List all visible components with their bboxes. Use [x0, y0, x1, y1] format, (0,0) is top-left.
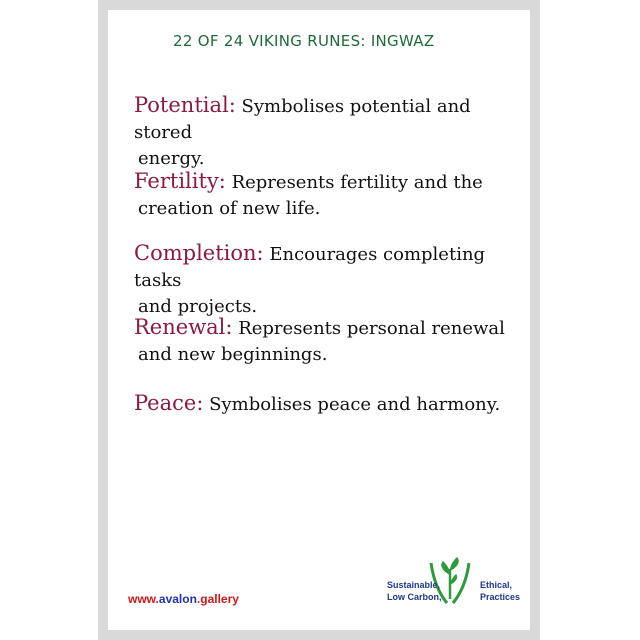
card-title: 22 OF 24 VIKING RUNES: INGWAZ	[173, 32, 435, 50]
entry-renewal	[134, 314, 514, 368]
url-brand: avalon	[158, 592, 197, 606]
entry-text-continued: and projects.	[138, 296, 258, 317]
entry-text-continued: and new beginnings.	[138, 344, 328, 365]
entry-fertility	[134, 168, 514, 222]
logo-text: Practices	[480, 592, 521, 602]
sustainability-logo	[385, 555, 525, 607]
logo-text: Low Carbon,	[387, 592, 442, 602]
term-label: Fertility:	[134, 169, 226, 193]
entry-text: Encourages completing tasks	[134, 244, 486, 291]
term-label: Peace:	[134, 391, 204, 415]
url-suffix: .gallery	[196, 592, 239, 606]
entry-text: Represents personal renewal	[232, 318, 505, 339]
term-label: Completion:	[134, 241, 264, 265]
term-label: Renewal:	[134, 315, 233, 339]
logo-text: Sustainable,	[387, 580, 441, 590]
url-prefix: www.	[128, 592, 159, 606]
entry-completion	[134, 240, 514, 320]
entry-text-continued: creation of new life.	[138, 198, 321, 219]
entry-text: Symbolises potential and stored	[134, 96, 471, 143]
entry-potential	[134, 92, 514, 172]
website-link[interactable]	[128, 592, 239, 606]
entry-text: Symbolises peace and harmony.	[203, 394, 501, 415]
entry-text: Represents fertility and the	[225, 172, 483, 193]
entry-peace	[134, 390, 514, 418]
logo-text: Ethical,	[480, 580, 513, 590]
entry-text-continued: energy.	[138, 148, 205, 169]
term-label: Potential:	[134, 93, 236, 117]
